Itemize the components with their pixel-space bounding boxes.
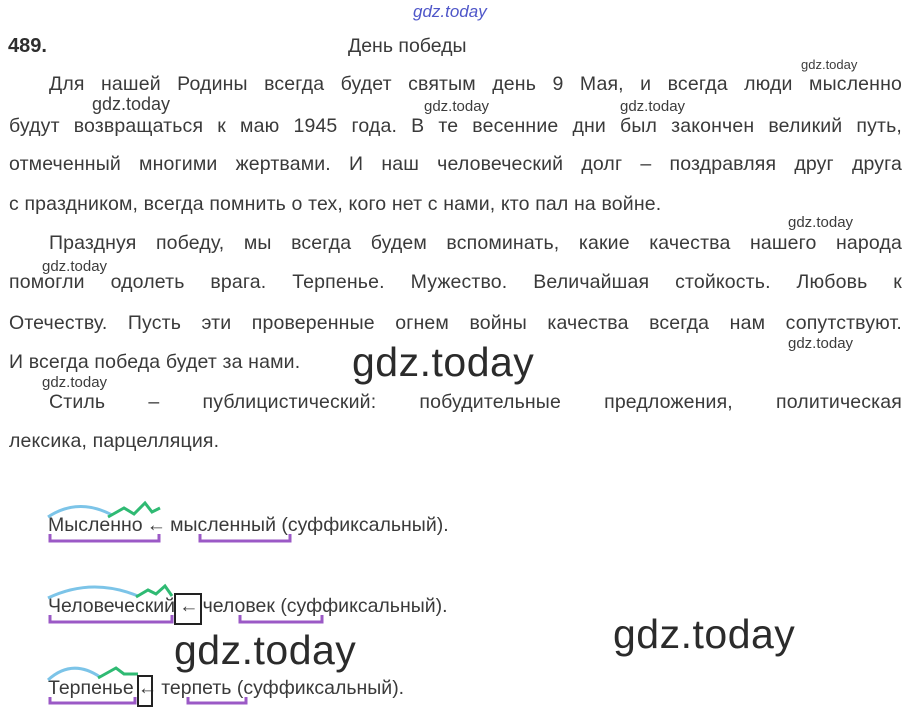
text-line-4: с праздником, всегда помнить о тех, кого нет с нами, кто пал на войне. xyxy=(9,193,662,215)
text-line-10: лексика, парцелляция. xyxy=(9,430,220,452)
watermark-large: gdz.today xyxy=(613,611,796,657)
text-line-8: И всегда победа будет за нами. xyxy=(9,351,301,373)
derivation-arrow: ← xyxy=(146,514,167,536)
watermark-small: gdz.today xyxy=(42,374,108,391)
analyzed-word: Мысленно xyxy=(48,514,143,536)
formation-method: (суффиксальный). xyxy=(281,514,449,536)
text-line-1: Для нашей Родины всегда будет святым день 9 Мая, и всегда люди мысленно xyxy=(49,73,902,95)
watermark-small: gdz.today xyxy=(801,57,858,72)
formation-row-1 xyxy=(48,514,449,537)
base-word: мысленный xyxy=(170,514,276,536)
formation-method: (суффиксальный). xyxy=(236,677,405,699)
derivation-arrow: ← xyxy=(179,595,199,617)
formation-row-3 xyxy=(48,677,404,700)
derivation-arrow: ← xyxy=(137,677,158,699)
text-line-5: Празднуя победу, мы всегда будем вспоминать, какие качества нашего народа xyxy=(49,232,902,254)
text-line-7: Отечеству. Пусть эти проверенные огнем войны качества всегда нам сопутствуют. xyxy=(9,312,902,334)
watermark-small: gdz.today xyxy=(788,214,854,231)
watermark-large: gdz.today xyxy=(174,627,357,673)
watermark-small: gdz.today xyxy=(620,98,686,115)
base-word: человек xyxy=(202,595,275,617)
analyzed-word: Терпень xyxy=(48,677,123,699)
text-line-6: помогли одолеть врага. Терпенье. Мужество. Величайшая стойкость. Любовь к xyxy=(9,271,902,293)
watermark-small: gdz.today xyxy=(788,335,854,352)
watermark-small: gdz.today xyxy=(92,94,171,114)
watermark-small: gdz.today xyxy=(424,98,490,115)
base-word: терпеть xyxy=(161,677,232,699)
text-line-9: Стиль – публицистический: побудительные предложения, политическая xyxy=(49,391,902,413)
top-watermark: gdz.today xyxy=(413,2,487,21)
watermark-small: gdz.today xyxy=(42,258,108,275)
word-ending: е xyxy=(122,677,134,699)
formation-method: (суффиксальный). xyxy=(280,595,448,617)
exercise-number: 489. xyxy=(8,35,47,57)
exercise-title: День победы xyxy=(348,35,467,57)
formation-row-2 xyxy=(48,595,448,618)
text-line-3: отмеченный многими жертвами. И наш человеческий долг – поздравляя друг друга xyxy=(9,153,902,175)
analyzed-word: Человечески xyxy=(48,595,165,617)
word-ending: й xyxy=(164,595,176,617)
watermark-large: gdz.today xyxy=(352,339,535,385)
text-line-2: будут возвращаться к маю 1945 года. В те весенние дни был закончен великий путь, xyxy=(9,115,902,137)
